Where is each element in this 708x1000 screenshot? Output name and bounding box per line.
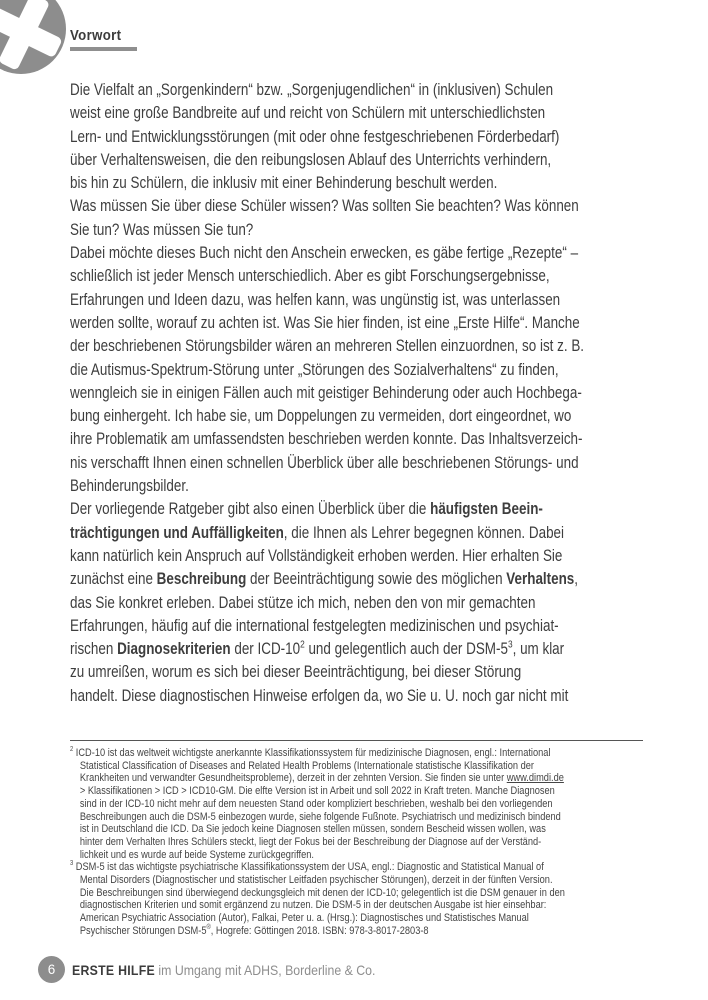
text-segment: , um klar bbox=[512, 640, 565, 659]
text-line bbox=[70, 899, 644, 912]
footnotes bbox=[70, 747, 644, 938]
text-segment: Verhaltens bbox=[506, 570, 575, 589]
text-segment: 2 bbox=[70, 746, 74, 754]
page-title: Vorwort bbox=[70, 27, 122, 44]
text-segment: 3 bbox=[70, 860, 74, 868]
text-segment: Psychischer Störungen DSM-5 bbox=[79, 924, 207, 937]
text-segment: der beschriebenen Störungsbilder wären an mehreren Stellen einzuordnen, so ist z. B. bbox=[70, 337, 585, 356]
text-segment: zunächst eine bbox=[70, 570, 157, 589]
text-line bbox=[70, 79, 645, 102]
text-line bbox=[70, 265, 645, 288]
text-segment: ICD-10 ist das weltweit wichtigste anerkannte Klassifikationssystem für medizinische Diagnosen, engl.: International bbox=[73, 747, 551, 759]
text-line bbox=[70, 747, 644, 760]
text-segment: handelt. Diese diagnostischen Hinweise erfolgen da, wo Sie u. U. noch gar nicht mit bbox=[70, 686, 569, 705]
text-segment: weist eine große Bandbreite auf und reicht von Schülern mit unterschiedlichsten bbox=[70, 104, 546, 123]
text-line bbox=[70, 798, 644, 811]
footer-brand-subtitle: im Umgang mit ADHS, Borderline & Co. bbox=[154, 962, 376, 978]
text-segment: kann natürlich kein Anspruch auf Vollständigkeit erhoben werden. Hier erhalten Sie bbox=[70, 546, 563, 565]
text-segment: das Sie konkret erleben. Dabei stütze ich mich, neben den von mir gemachten bbox=[70, 593, 536, 612]
text-line bbox=[70, 102, 645, 125]
text-segment: ihre Problematik am umfassendsten beschrieben werden konnte. Das Inhaltsverzeich- bbox=[70, 430, 583, 449]
title-underline bbox=[70, 47, 137, 51]
text-line bbox=[70, 685, 645, 708]
text-line bbox=[70, 568, 645, 591]
text-line bbox=[70, 359, 645, 382]
text-segment: wenngleich sie in einigen Fällen auch mit geistiger Behinderung oder auch Hochbega- bbox=[70, 383, 582, 402]
text-segment: Die Vielfalt an „Sorgenkindern“ bzw. „Sorgenjugendlichen“ in (inklusiven) Schulen bbox=[70, 81, 554, 99]
text-line bbox=[70, 335, 645, 358]
dimdi-link[interactable]: www.dimdi.de bbox=[506, 772, 564, 785]
footnote bbox=[70, 747, 644, 861]
text-segment: 3 bbox=[507, 639, 513, 651]
text-segment: Die Beschreibungen sind überwiegend deckungsgleich mit denen der ICD-10; gelegentlich ist die DSM genauer in den bbox=[79, 886, 565, 899]
text-line bbox=[70, 861, 644, 874]
text-segment: Der vorliegende Ratgeber gibt also einen Überblick über die bbox=[70, 500, 431, 519]
text-segment: Beschreibung bbox=[156, 570, 247, 589]
text-line bbox=[70, 428, 645, 451]
text-segment: der Beeinträchtigung sowie des möglichen bbox=[246, 570, 507, 589]
text-line bbox=[70, 195, 645, 218]
text-segment: , bbox=[574, 570, 579, 589]
text-segment: Sie tun? Was müssen Sie tun? bbox=[70, 220, 254, 239]
text-line bbox=[70, 498, 645, 521]
body-text bbox=[70, 79, 645, 708]
text-line bbox=[70, 312, 645, 335]
text-segment: bung einhergeht. Ich habe sie, um Doppelungen zu vermeiden, dort eingeordnet, wo bbox=[70, 407, 572, 426]
text-line bbox=[70, 242, 645, 265]
text-segment: Diagnosekriterien bbox=[117, 640, 231, 659]
text-segment: der ICD-10 bbox=[230, 640, 301, 659]
text-segment: lichkeit und es wurde auf beide Systeme zurückgegriffen. bbox=[79, 848, 314, 861]
text-segment: ® bbox=[206, 924, 211, 932]
text-segment: ist in Deutschland die ICD. Da Sie jedoch keine Diagnosen stellen müssen, sondern Bescheid wissen wollen, was bbox=[79, 823, 546, 836]
text-line bbox=[70, 289, 645, 312]
text-line bbox=[70, 219, 645, 242]
text-segment: Dabei möchte dieses Buch nicht den Anschein erwecken, es gäbe fertige „Rezepte“ – bbox=[70, 244, 579, 263]
text-line bbox=[70, 452, 645, 475]
text-segment: , Hogrefe: Göttingen 2018. ISBN: 978-3-8017-2803-8 bbox=[210, 924, 429, 937]
text-segment: rischen bbox=[70, 640, 118, 659]
text-segment: Behinderungsbilder. bbox=[70, 477, 189, 496]
text-segment: nis verschafft Ihnen einen schnellen Überblick über alle beschriebenen Störungs- und bbox=[70, 453, 579, 472]
text-segment: zu umreißen, worum es sich bei dieser Beeinträchtigung, bei dieser Störung bbox=[70, 663, 522, 682]
text-segment: schließlich ist jeder Mensch unterschiedlich. Aber es gibt Forschungsergebnisse, bbox=[70, 267, 550, 286]
text-line bbox=[70, 874, 644, 887]
text-segment: DSM-5 ist das wichtigste psychiatrische Klassifikationssystem der USA, engl.: Diagnostic and Statistical Manual of bbox=[73, 861, 544, 874]
text-segment: , die Ihnen als Lehrer begegnen können. Dabei bbox=[283, 523, 565, 542]
text-line bbox=[70, 849, 644, 862]
text-segment: Was müssen Sie über diese Schüler wissen? Was sollten Sie beachten? Was können bbox=[70, 197, 579, 216]
text-segment: Beschreibungen auch die DSM-5 einbezogen wurde, siehe folgende Fußnote. Psychiatrisch und medizinisch bindend bbox=[79, 810, 561, 823]
text-segment: Mental Disorders (Diagnostischer und statistischer Leitfaden psychischer Störungen), derzeit in der fünften Version. bbox=[79, 874, 553, 887]
text-line bbox=[70, 545, 645, 568]
footer-brand-title: ERSTE HILFE bbox=[72, 962, 155, 978]
text-line bbox=[70, 126, 645, 149]
footer-brand bbox=[72, 962, 375, 978]
text-line bbox=[70, 475, 645, 498]
text-line bbox=[70, 811, 644, 824]
text-segment: sind in der ICD-10 nicht mehr auf dem neuesten Stand oder kompliziert beschrieben, weshalb bei den vorliegenden bbox=[79, 797, 553, 810]
text-segment: die Autismus-Spektrum-Störung unter „Störungen des Sozialverhaltens“ zu finden, bbox=[70, 360, 559, 379]
text-line bbox=[70, 382, 645, 405]
text-segment: werden sollte, worauf zu achten ist. Was Sie hier finden, ist eine „Erste Hilfe“. Manche bbox=[70, 313, 580, 332]
text-segment: bis hin zu Schülern, die inklusiv mit einer Behinderung beschult werden. bbox=[70, 174, 498, 193]
text-line bbox=[70, 887, 644, 900]
text-segment: Erfahrungen, häufig auf die international festgelegten medizinischen und psychiat- bbox=[70, 616, 559, 635]
text-segment: Krankheiten und verwandter Gesundheitsprobleme), derzeit in der zehnten Version. Sie finden sie unter bbox=[79, 772, 507, 785]
text-segment: hinter dem Verhalten Ihres Schülers steckt, liegt der Fokus bei der Beschreibung der Diagnose auf der Verständ- bbox=[79, 835, 542, 848]
text-line bbox=[70, 823, 644, 836]
footnote-separator bbox=[70, 740, 643, 741]
text-segment: > Klassifikationen > ICD > ICD10-GM. Die elfte Version ist in Arbeit und soll 2022 in Kraft treten. Manche Diagnosen bbox=[79, 785, 555, 798]
text-segment: Erfahrungen und Ideen dazu, was helfen kann, was ungünstig ist, was unterlassen bbox=[70, 290, 561, 309]
text-line bbox=[70, 912, 644, 925]
text-segment: über Verhaltensweisen, die den reibungslosen Ablauf des Unterrichts verhindern, bbox=[70, 150, 552, 169]
text-segment: 2 bbox=[300, 639, 305, 651]
text-line bbox=[70, 760, 644, 773]
footnote bbox=[70, 861, 644, 937]
text-segment: Statistical Classification of Diseases and Related Health Problems (Internationale statistische Klassifikation der bbox=[79, 759, 534, 772]
text-line bbox=[70, 925, 644, 938]
text-line bbox=[70, 638, 645, 661]
text-segment: American Psychiatric Association (Autor), Falkai, Peter u. a. (Hrsg.): Diagnostisches und Statistisches Manual bbox=[79, 912, 529, 925]
text-line bbox=[70, 172, 645, 195]
text-line bbox=[70, 615, 645, 638]
text-segment: häufigsten Beein- bbox=[430, 500, 543, 519]
page-number-badge: 6 bbox=[38, 956, 65, 983]
text-line bbox=[70, 785, 644, 798]
text-line bbox=[70, 772, 644, 785]
text-segment: und gelegentlich auch der DSM-5 bbox=[304, 640, 508, 659]
text-line bbox=[70, 522, 645, 545]
text-line bbox=[70, 592, 645, 615]
text-segment: trächtigungen und Auffälligkeiten bbox=[70, 523, 284, 542]
text-segment: diagnostischen Kriterien und somit ergänzend zu nutzen. Die DSM-5 in der deutschen Ausgabe ist hier einsehbar: bbox=[79, 899, 547, 912]
text-line bbox=[70, 836, 644, 849]
text-line bbox=[70, 405, 645, 428]
text-line bbox=[70, 149, 645, 172]
text-segment: Lern- und Entwicklungsstörungen (mit oder ohne festgeschriebenen Förderbedarf) bbox=[70, 127, 560, 146]
text-line bbox=[70, 661, 645, 684]
